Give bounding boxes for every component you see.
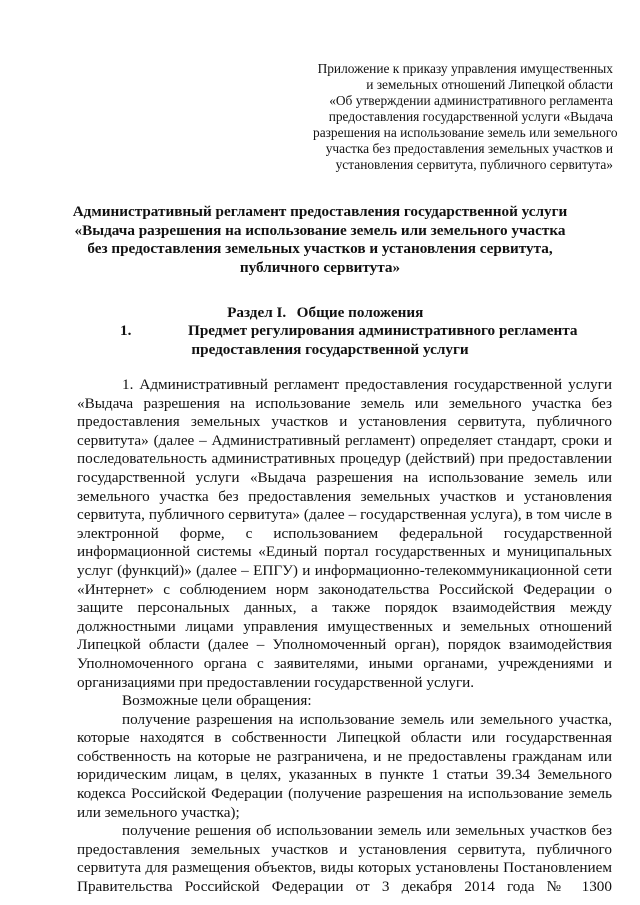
document-title: Административный регламент предоставления государственной услуги «Выдача разрешения на использование земель или земельного участка без предоставления земельных участков и установления сервитута, публичного сервитута» (72, 203, 568, 276)
subsection-line1-row (60, 322, 580, 341)
subsection-number: 1. (120, 322, 132, 339)
subsection-line1: Предмет регулирования административного регламента (188, 322, 578, 339)
paragraph-3: получение разрешения на использование земель или земельного участка, которые находятся в собственности Липецкой области или государственная собственность на которые не разграничена, и не предоставлены гражданам или юридическим лицам, в целях, указанных в пункте 1 статьи 39.34 Земельного кодекса Российской Федерации (получение разрешения на использование земель или земельного участка); (77, 710, 612, 821)
paragraph-2: Возможные цели обращения: (122, 692, 312, 710)
section-heading (70, 304, 570, 323)
section-name: Общие положения (296, 304, 424, 321)
appendix-line: предоставления государственной услуги «Выдача (328, 109, 613, 124)
section-number: Раздел I. (227, 304, 287, 321)
subsection-heading (60, 322, 580, 359)
document-body (77, 376, 612, 897)
appendix-line: разрешения на использование земель или земельного (313, 125, 618, 140)
appendix-line: и земельных отношений Липецкой области (366, 77, 613, 92)
paragraph-1: 1. Административный регламент предоставления государственной услуги «Выдача разрешения на использование земель или земельного участка без предоставления земельных участков и установления сервитута, публичного сервитута» (далее – Административный регламент) определяет стандарт, сроки и последовательность административных процедур (действий) при предоставлении государственной услуги «Выдача разрешения на использование земель или земельного участка без предоставления земельных участков и установления сервитута, публичного сервитута» (далее – государственная услуга), в том числе в электронной форме, с использованием федеральной государственной информационной системы «Единый портал государственных и муниципальных услуг (функций)» (далее – ЕПГУ) и информационно-телекоммуникационной сети «Интернет» с соблюдением норм законодательства Российской Федерации о защите персональных данных, а также порядок взаимодействия между должностными лицами управления имущественных и земельных отношений Липецкой области (далее – Уполномоченный орган), порядок взаимодействия Уполномоченного органа с заявителями, иными органами, учреждениями и организациями при предоставлении государственной услуги. (77, 376, 612, 691)
appendix-header (313, 61, 618, 173)
appendix-line: Приложение к приказу управления имущественных (317, 61, 613, 76)
appendix-line: установления сервитута, публичного сервитута» (335, 157, 613, 172)
subsection-line2: предоставления государственной услуги (191, 340, 469, 358)
paragraph-4: получение решения об использовании земель или земельных участков без предоставления земельных участков и установления сервитута, публичного сервитута для размещения объектов, виды которых установлены Постановлением Правительства Российской Федерации от 3 декабря 2014 года № 1300 (77, 822, 612, 896)
appendix-line: «Об утверждении административного регламента (329, 93, 613, 108)
appendix-line: участка без предоставления земельных участков и (325, 141, 613, 156)
